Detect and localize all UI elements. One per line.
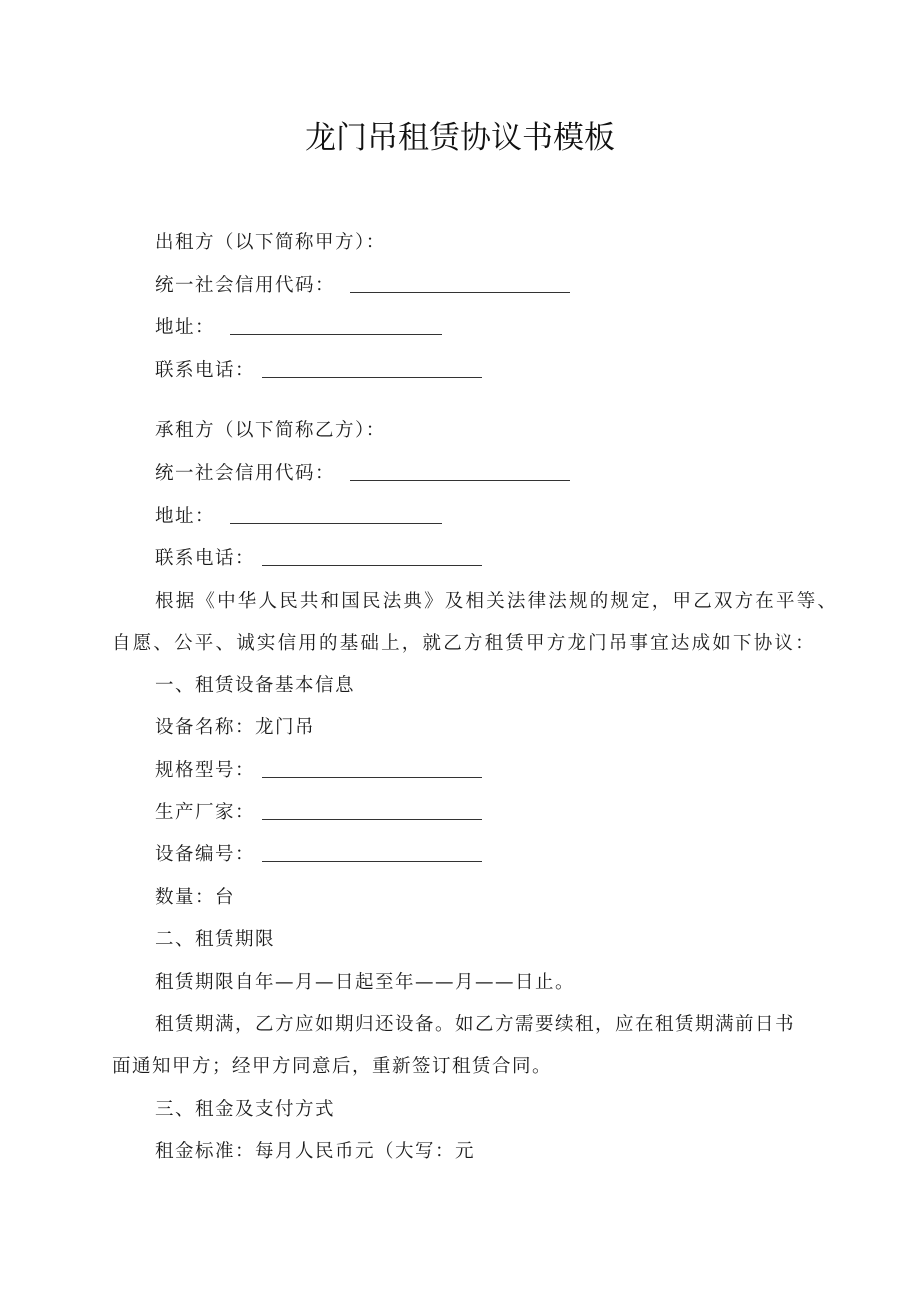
serial-blank bbox=[262, 843, 482, 862]
lease-term: 租赁期限自年—月—日起至年——月——日止。 bbox=[155, 972, 576, 993]
section3-heading: 三、租金及支付方式 bbox=[155, 1099, 336, 1120]
renewal-line-1: 租赁期满，乙方应如期归还设备。如乙方需要续租，应在租赁期满前日书 bbox=[155, 1014, 796, 1035]
lessee-address-label: 地址： bbox=[155, 506, 216, 527]
lessor-address-row bbox=[155, 316, 442, 340]
lessee-phone-blank bbox=[262, 547, 482, 566]
lessee-address-blank bbox=[230, 505, 442, 524]
section1-heading: 一、租赁设备基本信息 bbox=[155, 675, 356, 696]
lessor-phone-row bbox=[155, 359, 482, 383]
document-title: 龙门吊租赁协议书模板 bbox=[305, 120, 615, 156]
preamble-line-1: 根据《中华人民共和国民法典》及相关法律法规的规定，甲乙双方在平等、 bbox=[155, 591, 839, 612]
quantity: 数量：台 bbox=[155, 887, 236, 908]
lessor-phone-label: 联系电话： bbox=[155, 360, 256, 381]
model-row bbox=[155, 759, 482, 783]
serial-row bbox=[155, 843, 482, 867]
lessee-address-row bbox=[155, 505, 442, 529]
lessor-phone-blank bbox=[262, 359, 482, 378]
maker-label: 生产厂家： bbox=[155, 802, 256, 823]
section2-heading: 二、租赁期限 bbox=[155, 929, 276, 950]
lessee-credit-code-blank bbox=[350, 462, 570, 481]
serial-label: 设备编号： bbox=[155, 844, 256, 865]
renewal-line-2: 面通知甲方；经甲方同意后，重新签订租赁合同。 bbox=[112, 1056, 553, 1077]
preamble-line-2: 自愿、公平、诚实信用的基础上，就乙方租赁甲方龙门吊事宜达成如下协议： bbox=[112, 633, 816, 654]
lessor-heading: 出租方（以下简称甲方）： bbox=[155, 232, 386, 253]
maker-row bbox=[155, 801, 482, 825]
lessee-credit-code-row bbox=[155, 462, 570, 486]
model-blank bbox=[262, 759, 482, 778]
lessor-address-blank bbox=[230, 316, 442, 335]
model-label: 规格型号： bbox=[155, 760, 256, 781]
maker-blank bbox=[262, 801, 482, 820]
lessor-address-label: 地址： bbox=[155, 317, 216, 338]
equipment-name: 设备名称：龙门吊 bbox=[155, 717, 316, 738]
lessee-phone-label: 联系电话： bbox=[155, 548, 256, 569]
lessor-credit-code-label: 统一社会信用代码： bbox=[155, 275, 336, 296]
lessee-phone-row bbox=[155, 547, 482, 571]
lessor-credit-code-blank bbox=[350, 274, 570, 293]
rent-standard: 租金标准：每月人民币元（大写：元 bbox=[155, 1141, 476, 1162]
lessee-heading: 承租方（以下简称乙方）： bbox=[155, 420, 386, 441]
lessee-credit-code-label: 统一社会信用代码： bbox=[155, 463, 336, 484]
lessor-credit-code-row bbox=[155, 274, 570, 298]
